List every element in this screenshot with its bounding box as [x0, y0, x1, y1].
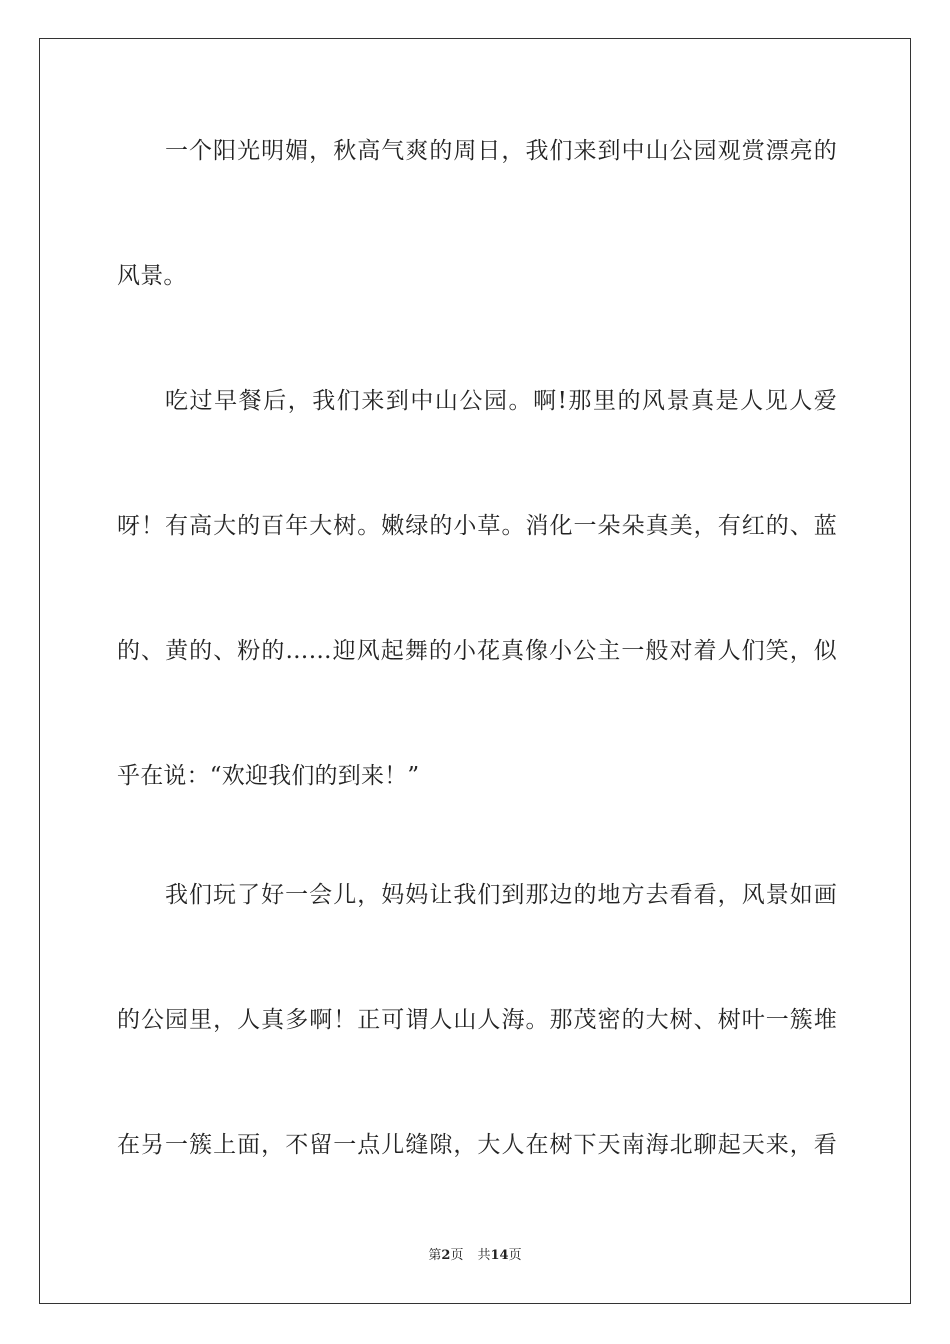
paragraph-1-line-1: 一个阳光明媚，秋高气爽的周日，我们来到中山公园观赏漂亮的 — [165, 138, 837, 164]
page-footer — [0, 1248, 950, 1264]
total-suffix: 页 — [508, 1248, 522, 1263]
total-pages: 14 — [490, 1248, 509, 1263]
paragraph-2-line-3: 的、黄的、粉的……迎风起舞的小花真像小公主一般对着人们笑，似 — [117, 638, 837, 664]
paragraph-2-line-2: 呀！有高大的百年大树。嫩绿的小草。消化一朵朵真美，有红的、蓝 — [117, 513, 837, 539]
paragraph-2-line-4: 乎在说：“欢迎我们的到来！” — [117, 763, 420, 789]
paragraph-3-line-3: 在另一簇上面，不留一点儿缝隙，大人在树下天南海北聊起天来，看 — [117, 1132, 837, 1158]
paragraph-2-line-1: 吃过早餐后，我们来到中山公园。啊!那里的风景真是人见人爱 — [165, 388, 837, 414]
paragraph-3-line-2: 的公园里，人真多啊！正可谓人山人海。那茂密的大树、树叶一簇堆 — [117, 1007, 837, 1033]
page-number: 2 — [441, 1248, 451, 1263]
page-prefix: 第 — [428, 1248, 442, 1263]
total-prefix: 共 — [477, 1248, 491, 1263]
paragraph-3-line-1: 我们玩了好一会儿，妈妈让我们到那边的地方去看看，风景如画 — [165, 882, 837, 908]
page-suffix: 页 — [450, 1248, 464, 1263]
paragraph-1-line-2: 风景。 — [117, 263, 187, 289]
page-border — [39, 38, 911, 1304]
